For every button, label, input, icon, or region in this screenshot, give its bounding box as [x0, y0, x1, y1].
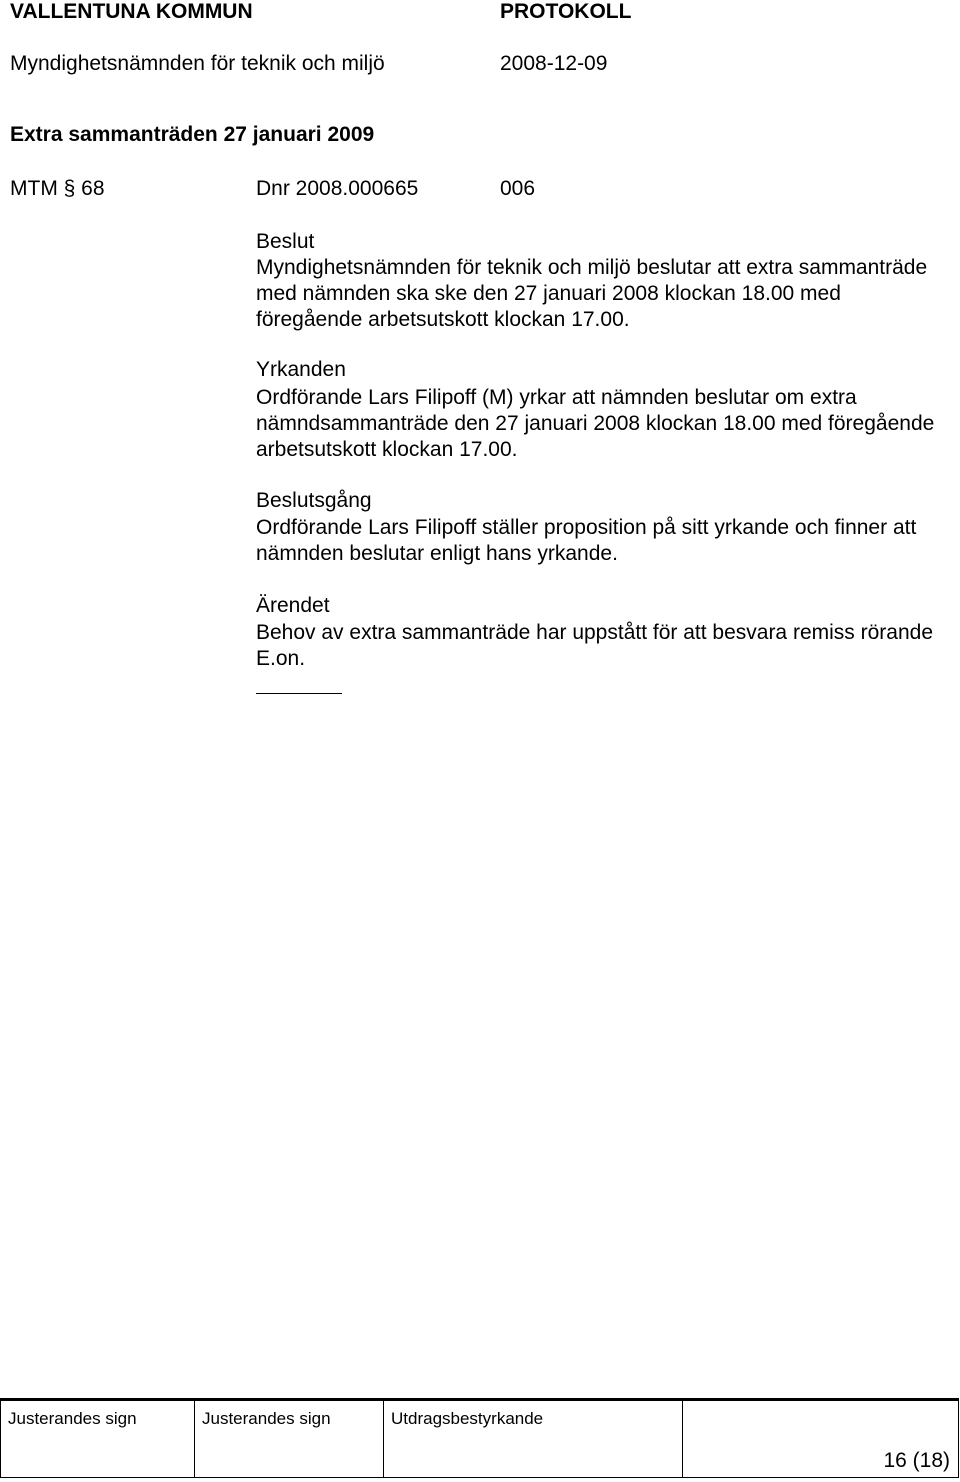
section-heading-yrkanden: Yrkanden [256, 358, 346, 381]
page-number: 16 (18) [883, 1449, 950, 1472]
diary-number: Dnr 2008.000665 [256, 177, 419, 200]
committee-name: Myndighetsnämnden för teknik och miljö [10, 52, 385, 75]
signature-label-2: Justerandes sign [202, 1409, 331, 1428]
section-heading-arendet: Ärendet [256, 594, 330, 617]
section-text-beslut: Myndighetsnämnden för teknik och miljö beslutar att extra sammanträde med nämnden ska ske den 27 januari 2008 klockan 18.00 med föregående arbetsutskott klockan 17.00. [256, 256, 928, 331]
certification-label: Utdragsbestyrkande [391, 1409, 544, 1428]
page-title: Extra sammanträden 27 januari 2009 [10, 123, 375, 146]
section-text-beslutsgang: Ordförande Lars Filipoff ställer proposition på sitt yrkande och finner att nämnden beslutar enligt hans yrkande. [256, 516, 917, 565]
signature-cell-1 [1, 1400, 195, 1478]
signature-label-1: Justerandes sign [8, 1409, 137, 1428]
section-heading-beslut: Beslut [256, 230, 315, 253]
signature-table [0, 1398, 959, 1478]
section-text-yrkanden: Ordförande Lars Filipoff (M) yrkar att nämnden beslutar om extra nämndsammanträde den 27 januari 2008 klockan 18.00 med föregående arbetsutskott klockan 17.00. [256, 386, 935, 461]
paragraph-number: MTM § 68 [10, 177, 105, 200]
classification-code: 006 [500, 177, 536, 200]
section-text-arendet: Behov av extra sammanträde har uppstått för att besvara remiss rörande E.on. [256, 621, 933, 670]
signature-cell-2 [195, 1400, 384, 1478]
certification-cell [384, 1400, 683, 1478]
section-heading-beslutsgang: Beslutsgång [256, 489, 372, 512]
end-rule [256, 693, 342, 694]
organization-name: VALLENTUNA KOMMUN [10, 0, 253, 23]
document-type: PROTOKOLL [500, 0, 632, 23]
page-number-cell [683, 1400, 959, 1478]
protocol-date: 2008-12-09 [500, 52, 608, 75]
